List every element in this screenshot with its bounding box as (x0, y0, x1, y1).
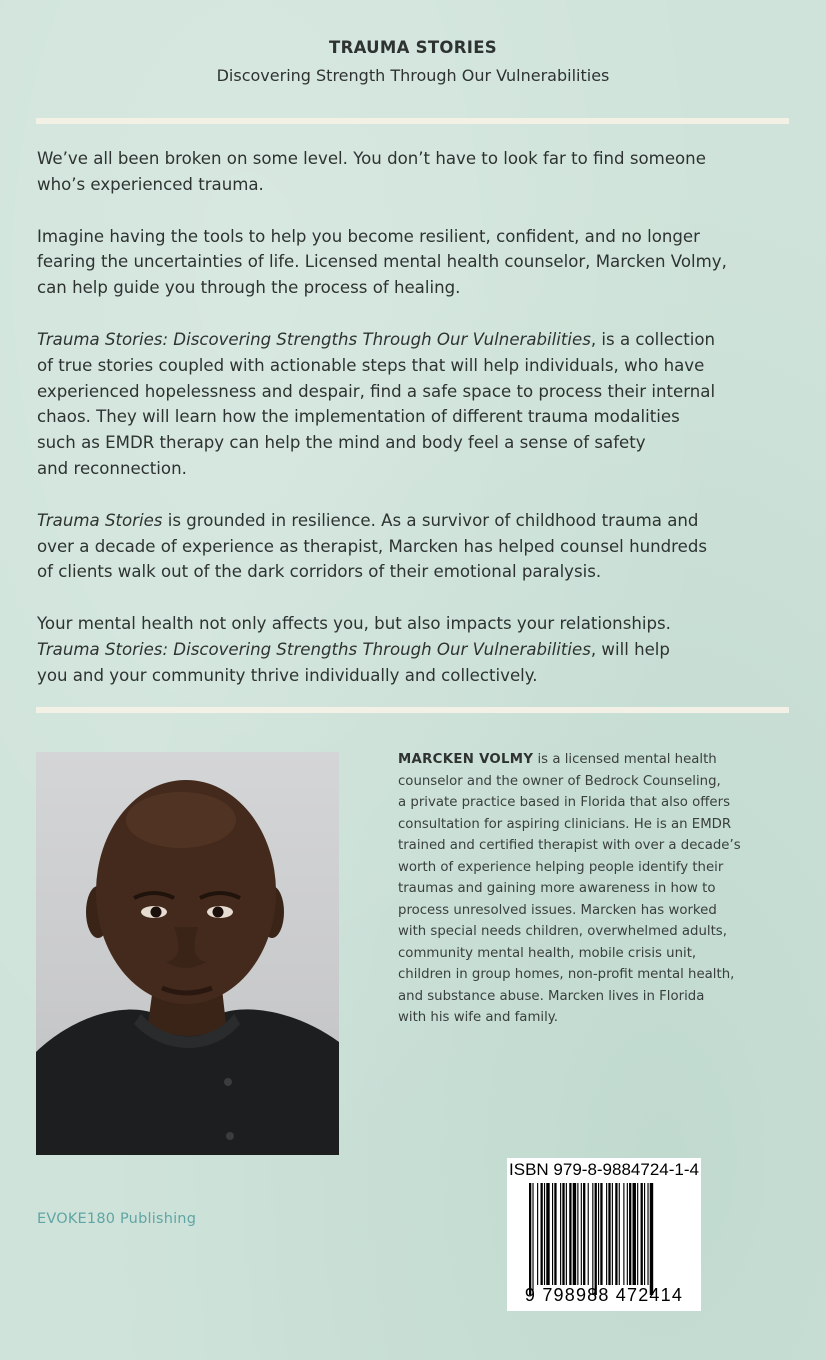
blurb-paragraph-5 (37, 611, 797, 688)
barcode-bar (544, 1183, 545, 1285)
barcode-bar (592, 1183, 593, 1295)
barcode-bar (627, 1183, 628, 1285)
blurb-text: is grounded in resilience. As a survivor of childhood trauma and (162, 510, 699, 530)
bio-line: consultation for aspiring clinicians. He is an EMDR (398, 816, 732, 832)
barcode-bar (629, 1183, 631, 1285)
author-portrait-illustration (36, 752, 339, 1155)
barcode-bar (546, 1183, 549, 1285)
bio-line: counselor and the owner of Bedrock Counseling, (398, 773, 721, 789)
barcode-bar (619, 1183, 620, 1285)
book-title-italic: Trauma Stories: Discovering Strengths Through Our Vulnerabilities (37, 639, 591, 659)
barcode-bar (583, 1183, 585, 1285)
barcode-bar (562, 1183, 564, 1285)
barcode-bar (641, 1183, 643, 1285)
bio-line: with his wife and family. (398, 1010, 558, 1025)
barcode-bar (623, 1183, 624, 1285)
bio-line: community mental health, mobile crisis unit, (398, 945, 697, 961)
blurb-line: fearing the uncertainties of life. Licensed mental health counselor, Marcken Volmy, (37, 252, 727, 272)
blurb-line (37, 508, 797, 534)
barcode-bar (569, 1183, 571, 1285)
barcode-bar (573, 1183, 576, 1285)
bio-line: a private practice based in Florida that also offers (398, 795, 731, 810)
barcode-bar (637, 1183, 638, 1285)
author-bio (398, 749, 798, 1029)
blurb-paragraph-3 (37, 327, 797, 482)
bio-line: and substance abuse. Marcken lives in Florida (398, 988, 705, 1004)
blurb-line: you and your community thrive individually and collectively. (37, 665, 538, 685)
barcode-bar (647, 1183, 648, 1285)
blurb-paragraph-4 (37, 508, 797, 585)
barcode-bar (588, 1183, 589, 1285)
isbn-label: ISBN 979-8-9884724-1-4 (509, 1160, 699, 1179)
bio-line: trained and certified therapist with over a decade’s (398, 838, 741, 853)
bio-line (398, 749, 798, 771)
blurb-line: Imagine having the tools to help you become resilient, confident, and no longer (37, 226, 700, 246)
book-title: TRAUMA STORIES (329, 38, 497, 57)
book-title-italic: Trauma Stories (37, 510, 163, 530)
barcode-bar (598, 1183, 599, 1285)
bio-line: worth of experience helping people identify their (398, 859, 724, 875)
isbn-barcode (507, 1158, 701, 1311)
barcode-bar (595, 1183, 597, 1295)
bio-line: with special needs children, overwhelmed adults, (398, 924, 727, 939)
barcode-bar (529, 1183, 531, 1295)
blurb-line: of true stories coupled with actionable steps that will help individuals, who have (37, 355, 705, 375)
blurb-line: who’s experienced trauma. (37, 174, 264, 194)
blurb-line: can help guide you through the process of healing. (37, 278, 461, 298)
author-photo (36, 752, 339, 1155)
middle-divider (36, 707, 789, 713)
barcode-bar (612, 1183, 613, 1285)
barcode-bar (532, 1183, 533, 1295)
blurb-line (37, 637, 797, 663)
barcode-bar (566, 1183, 567, 1285)
barcode-bar (560, 1183, 561, 1285)
blurb-text: , will help (590, 639, 670, 659)
author-name: MARCKEN VOLMY (398, 752, 534, 767)
blurb-text: , is a collection (590, 329, 715, 349)
barcode-bar (537, 1183, 538, 1285)
barcode-digits: 9 798988 472414 (524, 1285, 684, 1305)
blurb-line: We’ve all been broken on some level. You don’t have to look far to find someone (37, 149, 706, 168)
blurb-line: and reconnection. (37, 458, 187, 478)
back-cover-blurb (37, 146, 797, 715)
barcode-bar (581, 1183, 582, 1285)
blurb-paragraph-2 (37, 224, 797, 301)
barcode-bar (644, 1183, 645, 1285)
blurb-line: of clients walk out of the dark corridors of their emotional paralysis. (37, 562, 602, 582)
barcode-bar (600, 1183, 602, 1285)
barcode-bar (615, 1183, 617, 1285)
barcode-bar (554, 1183, 556, 1285)
blurb-line (37, 327, 797, 353)
bio-text: is a licensed mental health (533, 752, 717, 767)
publisher-name: EVOKE180 Publishing (37, 1211, 197, 1227)
blurb-line: chaos. They will learn how the implementation of different trauma modalities (37, 407, 680, 427)
blurb-paragraph-1 (37, 146, 797, 198)
bio-line: traumas and gaining more awareness in how to (398, 881, 716, 896)
barcode-bar (650, 1183, 653, 1295)
barcode-bar (633, 1183, 636, 1285)
bio-line: process unresolved issues. Marcken has worked (398, 902, 717, 918)
barcode-bar (577, 1183, 578, 1285)
blurb-line: Your mental health not only affects you, but also impacts your relationships. (37, 614, 671, 634)
blurb-line: over a decade of experience as therapist, Marcken has helped counsel hundreds (37, 536, 707, 556)
blurb-line: such as EMDR therapy can help the mind and body feel a sense of safety (37, 433, 646, 453)
book-subtitle: Discovering Strength Through Our Vulnerabilities (216, 66, 610, 85)
top-divider (36, 118, 789, 124)
bio-line: children in group homes, non-profit mental health, (398, 967, 735, 982)
barcode-bar (608, 1183, 610, 1285)
barcode-bar (552, 1183, 553, 1285)
barcode-bar (606, 1183, 607, 1285)
barcode-bar (541, 1183, 543, 1285)
book-title-italic: Trauma Stories: Discovering Strengths Through Our Vulnerabilities (37, 329, 591, 349)
blurb-line: experienced hopelessness and despair, find a safe space to process their internal (37, 381, 716, 401)
